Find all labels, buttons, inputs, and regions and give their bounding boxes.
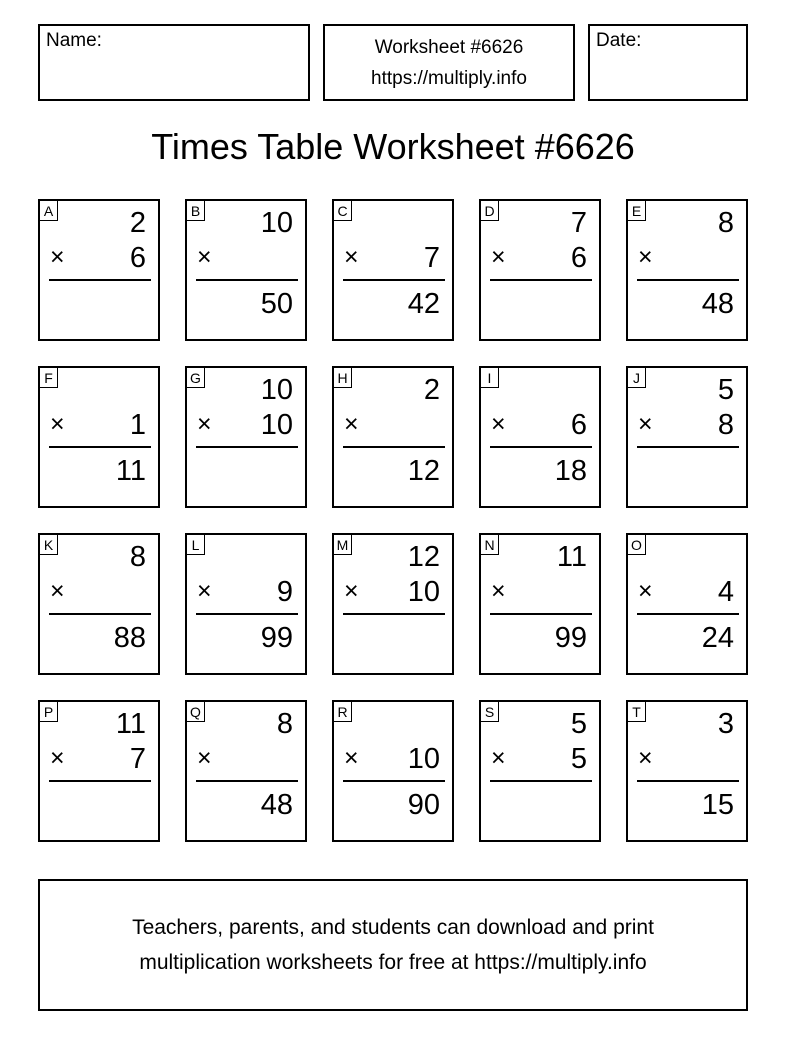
bottom-number: 10 [260, 409, 293, 441]
problem-letter: E [628, 201, 646, 221]
problem-letter: D [481, 201, 499, 221]
top-number: 10 [260, 207, 293, 239]
bottom-number: 4 [717, 576, 734, 608]
name-field-box [38, 24, 310, 101]
times-sign: × [638, 577, 653, 605]
problem-card-q [185, 700, 307, 842]
answer-rule [490, 446, 592, 448]
problem-letter: F [40, 368, 58, 388]
problem-card-g [185, 366, 307, 508]
times-sign: × [344, 410, 359, 438]
problem-card-r [332, 700, 454, 842]
answer-rule [490, 780, 592, 782]
times-sign: × [344, 243, 359, 271]
answer-number: 90 [407, 789, 440, 821]
problem-card-d [479, 199, 601, 341]
problem-letter: Q [187, 702, 205, 722]
problem-letter: A [40, 201, 58, 221]
bottom-number: 5 [570, 743, 587, 775]
problem-letter: J [628, 368, 646, 388]
bottom-number: 8 [717, 409, 734, 441]
page-title: Times Table Worksheet #6626 [151, 126, 635, 167]
answer-rule [196, 446, 298, 448]
times-sign: × [491, 577, 506, 605]
answer-number: 15 [701, 789, 734, 821]
problem-letter: T [628, 702, 646, 722]
times-sign: × [197, 243, 212, 271]
answer-rule [49, 613, 151, 615]
answer-rule [343, 279, 445, 281]
problem-letter: G [187, 368, 205, 388]
answer-rule [196, 279, 298, 281]
answer-rule [343, 446, 445, 448]
worksheet-number: Worksheet #6626 [374, 37, 524, 58]
answer-rule [49, 780, 151, 782]
top-number: 11 [115, 708, 146, 740]
top-number: 2 [423, 374, 440, 406]
top-number: 8 [717, 207, 734, 239]
top-number: 7 [570, 207, 587, 239]
footer-line-2: multiplication worksheets for free at https://multiply.info [139, 951, 647, 974]
footer-line-1: Teachers, parents, and students can download and print [132, 916, 654, 939]
answer-rule [637, 613, 739, 615]
answer-number: 99 [260, 622, 293, 654]
times-sign: × [344, 744, 359, 772]
answer-number: 11 [115, 455, 146, 487]
answer-rule [637, 780, 739, 782]
problem-card-p [38, 700, 160, 842]
worksheet-id-box [323, 24, 575, 101]
problem-letter: R [334, 702, 352, 722]
times-sign: × [50, 243, 65, 271]
bottom-number: 7 [423, 242, 440, 274]
times-sign: × [638, 410, 653, 438]
problem-letter: P [40, 702, 58, 722]
times-sign: × [638, 243, 653, 271]
name-label: Name: [46, 30, 102, 51]
problem-card-f [38, 366, 160, 508]
bottom-number: 1 [129, 409, 146, 441]
problem-letter: H [334, 368, 352, 388]
answer-number: 88 [113, 622, 146, 654]
answer-rule [490, 279, 592, 281]
answer-rule [49, 446, 151, 448]
times-sign: × [50, 744, 65, 772]
problem-letter: I [481, 368, 499, 388]
bottom-number: 6 [129, 242, 146, 274]
answer-number: 50 [260, 288, 293, 320]
times-sign: × [197, 577, 212, 605]
top-number: 11 [556, 541, 587, 573]
top-number: 3 [717, 708, 734, 740]
times-sign: × [491, 410, 506, 438]
answer-rule [196, 780, 298, 782]
date-label: Date: [596, 30, 642, 51]
answer-rule [343, 780, 445, 782]
problem-card-b [185, 199, 307, 341]
problem-letter: S [481, 702, 499, 722]
answer-rule [343, 613, 445, 615]
answer-rule [637, 446, 739, 448]
times-sign: × [197, 410, 212, 438]
problem-letter: K [40, 535, 58, 555]
problem-card-i [479, 366, 601, 508]
problem-card-k [38, 533, 160, 675]
problem-letter: O [628, 535, 646, 555]
problem-card-a [38, 199, 160, 341]
top-number: 5 [717, 374, 734, 406]
bottom-number: 7 [129, 743, 146, 775]
times-sign: × [344, 577, 359, 605]
top-number: 8 [129, 541, 146, 573]
problem-card-l [185, 533, 307, 675]
problem-letter: L [187, 535, 205, 555]
problem-card-s [479, 700, 601, 842]
top-number: 2 [129, 207, 146, 239]
answer-rule [196, 613, 298, 615]
times-sign: × [491, 243, 506, 271]
answer-number: 48 [260, 789, 293, 821]
top-number: 5 [570, 708, 587, 740]
answer-number: 24 [701, 622, 734, 654]
problem-card-c [332, 199, 454, 341]
problem-card-h [332, 366, 454, 508]
problem-card-m [332, 533, 454, 675]
bottom-number: 10 [407, 576, 440, 608]
answer-number: 12 [407, 455, 440, 487]
bottom-number: 6 [570, 242, 587, 274]
worksheet-url: https://multiply.info [371, 68, 527, 89]
times-sign: × [491, 744, 506, 772]
times-sign: × [50, 410, 65, 438]
answer-rule [637, 279, 739, 281]
problem-card-o [626, 533, 748, 675]
problem-card-e [626, 199, 748, 341]
top-number: 12 [407, 541, 440, 573]
problem-letter: N [481, 535, 499, 555]
times-sign: × [197, 744, 212, 772]
problem-card-t [626, 700, 748, 842]
bottom-number: 9 [276, 576, 293, 608]
times-sign: × [50, 577, 65, 605]
top-number: 8 [276, 708, 293, 740]
problem-card-n [479, 533, 601, 675]
bottom-number: 10 [407, 743, 440, 775]
bottom-number: 6 [570, 409, 587, 441]
problem-letter: M [334, 535, 352, 555]
times-sign: × [638, 744, 653, 772]
answer-rule [490, 613, 592, 615]
answer-number: 48 [701, 288, 734, 320]
answer-number: 42 [407, 288, 440, 320]
problem-letter: B [187, 201, 205, 221]
answer-number: 99 [554, 622, 587, 654]
top-number: 10 [260, 374, 293, 406]
problem-letter: C [334, 201, 352, 221]
problem-card-j [626, 366, 748, 508]
answer-rule [49, 279, 151, 281]
date-field-box [588, 24, 748, 101]
footer-box [38, 879, 748, 1011]
answer-number: 18 [554, 455, 587, 487]
